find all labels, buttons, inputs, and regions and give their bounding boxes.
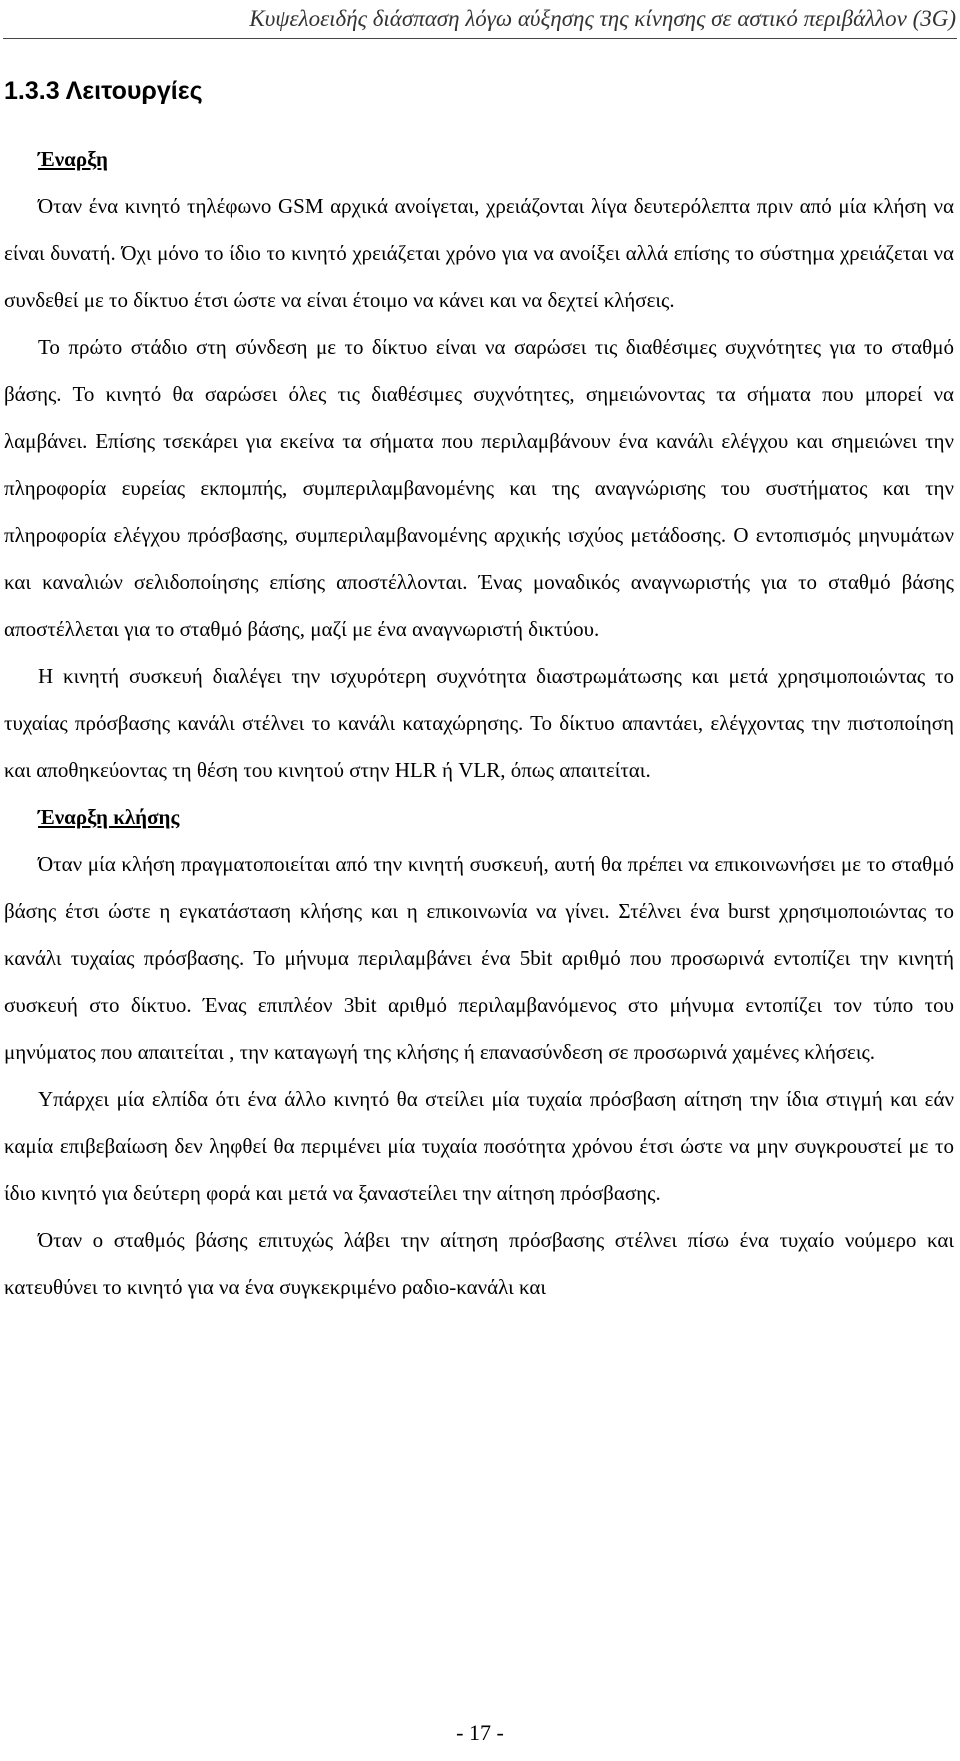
- section-title: 1.3.3 Λειτουργίες: [4, 77, 203, 105]
- subheading-startup: Έναρξη: [38, 147, 108, 171]
- page-number: - 17 -: [456, 1720, 504, 1745]
- header-divider: [3, 38, 957, 39]
- paragraph-registration: Η κινητή συσκευή διαλέγει την ισχυρότερη συχνότητα διαστρωμάτωσης και μετά χρησιμοποιώντας το τυχαίας πρόσβασης κανάλι στέλνει το κανάλι καταχώρησης. Το δίκτυο απαντάει, ελέγχοντας την πιστοποίηση και αποθηκεύοντας τη θέση του κινητού στην HLR ή VLR, όπως απαιτείται.: [4, 664, 954, 782]
- paragraph-startup-intro: Όταν ένα κινητό τηλέφωνο GSM αρχικά ανοίγεται, χρειάζονται λίγα δευτερόλεπτα πριν από μία κλήση να είναι δυνατή. Όχι μόνο το ίδιο το κινητό χρειάζεται χρόνο για να ανοίξει αλλά επίσης το σύστημα χρειάζεται να συνδεθεί με το δίκτυο έτσι ώστε να είναι έτοιμο να κάνει και να δεχτεί κλήσεις.: [4, 194, 954, 312]
- document-body: [4, 136, 954, 1311]
- page-header-title: Κυψελοειδής διάσπαση λόγω αύξησης της κίνησης σε αστικό περιβάλλον (3G): [249, 6, 956, 31]
- subheading-call-setup: Έναρξη κλήσης: [38, 805, 180, 829]
- paragraph-frequency-scan: Το πρώτο στάδιο στη σύνδεση με το δίκτυο είναι να σαρώσει τις διαθέσιμες συχνότητες για το σταθμό βάσης. Το κινητό θα σαρώσει όλες τις διαθέσιμες συχνότητες, σημειώνοντας τα σήματα που μπορεί να λαμβάνει. Επίσης τσεκάρει για εκείνα τα σήματα που περιλαμβάνουν ένα κανάλι ελέγχου και σημειώνει την πληροφορία ευρείας εκπομπής, συμπεριλαμβανομένης και της αναγνώρισης του συστήματος και την πληροφορία ελέγχου πρόσβασης, συμπεριλαμβανομένης αρχικής ισχύος μετάδοσης. Ο εντοπισμός μηνυμάτων και καναλιών σελιδοποίησης επίσης αποστέλλονται. Ένας μοναδικός αναγνωριστής για το σταθμό βάσης αποστέλλεται για το σταθμό βάσης, μαζί με ένα αναγνωριστή δικτύου.: [4, 335, 954, 641]
- paragraph-access-grant: Όταν ο σταθμός βάσης επιτυχώς λάβει την αίτηση πρόσβασης στέλνει πίσω ένα τυχαίο νούμερο και κατευθύνει το κινητό για να ένα συγκεκριμένο ραδιο-κανάλι και: [4, 1228, 954, 1299]
- paragraph-call-setup: Όταν μία κλήση πραγματοποιείται από την κινητή συσκευή, αυτή θα πρέπει να επικοινωνήσει με το σταθμό βάσης έτσι ώστε η εγκατάσταση κλήσης και η επικοινωνία να γίνει. Στέλνει ένα burst χρησιμοποιώντας το κανάλι τυχαίας πρόσβασης. Το μήνυμα περιλαμβάνει ένα 5bit αριθμό που προσωρινά εντοπίζει την κινητή συσκευή στο δίκτυο. Ένας επιπλέον 3bit αριθμό περιλαμβανόμενος στο μήνυμα εντοπίζει τον τύπο του μηνύματος που απαιτείται , την καταγωγή της κλήσης ή επανασύνδεση σε προσωρινά χαμένες κλήσεις.: [4, 852, 954, 1064]
- paragraph-collision: Υπάρχει μία ελπίδα ότι ένα άλλο κινητό θα στείλει μία τυχαία πρόσβαση αίτηση την ίδια στιγμή και εάν καμία επιβεβαίωση δεν ληφθεί θα περιμένει μία τυχαία ποσότητα χρόνου έτσι ώστε να μην συγκρουστεί με το ίδιο κινητό για δεύτερη φορά και μετά να ξαναστείλει την αίτηση πρόσβασης.: [4, 1087, 954, 1205]
